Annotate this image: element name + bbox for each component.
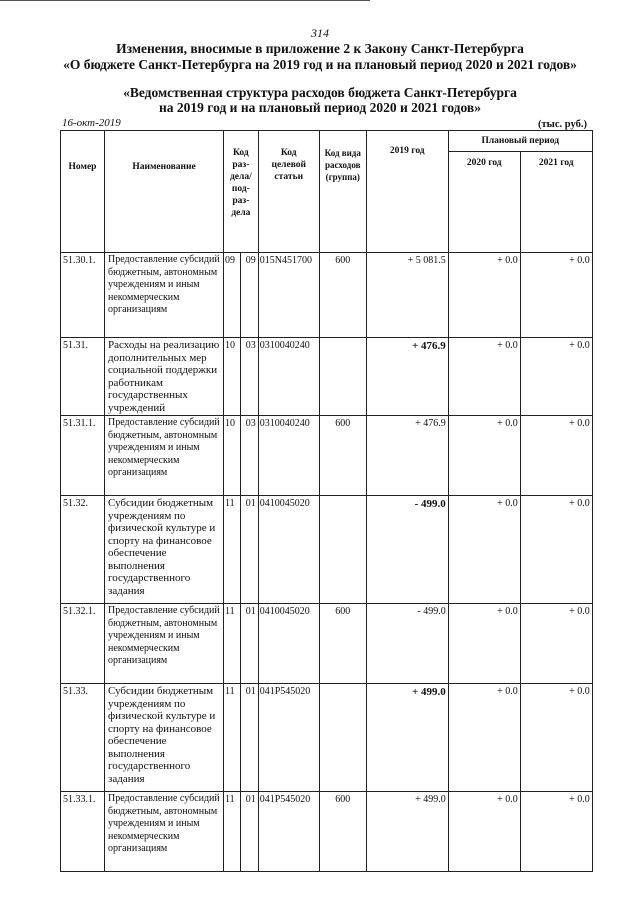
header-number: Номер	[61, 131, 105, 253]
row-amount-2019: - 499.0	[366, 496, 448, 604]
row-amount-2020: + 0.0	[448, 416, 520, 496]
header-2019: 2019 год	[366, 131, 448, 253]
row-csr: 0310040240	[258, 416, 319, 496]
table-row	[61, 792, 593, 872]
row-vr: 600	[319, 604, 366, 684]
header-name: Наименование	[105, 131, 224, 253]
budget-table	[60, 130, 593, 872]
row-amount-2020: + 0.0	[448, 253, 520, 338]
row-csr: 0410045020	[258, 604, 319, 684]
top-rule	[0, 0, 370, 1]
row-name: Субсидии бюджетным учреждениям по физической культуре и спорту на финансовое обеспечение выполнения государственного задания	[105, 496, 224, 604]
row-razdel: 11	[224, 684, 241, 792]
row-amount-2021: + 0.0	[520, 684, 592, 792]
row-amount-2019: + 476.9	[366, 338, 448, 416]
row-number: 51.33.	[61, 684, 105, 792]
row-csr: 041P545020	[258, 684, 319, 792]
document-subtitle-line2: на 2019 год и на плановый период 2020 и 2021 годов»	[159, 100, 481, 115]
row-amount-2020: + 0.0	[448, 338, 520, 416]
table-row	[61, 253, 593, 338]
row-number: 51.31.1.	[61, 416, 105, 496]
row-razdel: 11	[224, 496, 241, 604]
row-name: Предоставление субсидий бюджетным, автономным учреждениям и иным некоммерческим организациям	[105, 604, 224, 684]
row-vr: 600	[319, 253, 366, 338]
row-razdel: 10	[224, 416, 241, 496]
row-amount-2021: + 0.0	[520, 496, 592, 604]
page-number: 314	[311, 26, 329, 40]
document-title-line1: Изменения, вносимые в приложение 2 к Закону Санкт-Петербурга	[116, 41, 524, 56]
row-name: Предоставление субсидий бюджетным, автономным учреждениям и иным некоммерческим организациям	[105, 253, 224, 338]
row-csr: 0310040240	[258, 338, 319, 416]
row-name: Предоставление субсидий бюджетным, автономным учреждениям и иным некоммерческим организациям	[105, 792, 224, 872]
document-title-line2: «О бюджете Санкт-Петербурга на 2019 год и на плановый период 2020 и 2021 годов»	[63, 57, 577, 72]
row-podrazdel: 03	[241, 416, 258, 496]
row-amount-2019: + 499.0	[366, 684, 448, 792]
row-name: Расходы на реализацию дополнительных мер социальной поддержки работникам государственных учреждений	[105, 338, 224, 416]
row-amount-2019: - 499.0	[366, 604, 448, 684]
row-amount-2020: + 0.0	[448, 684, 520, 792]
row-podrazdel: 09	[241, 253, 258, 338]
row-podrazdel: 03	[241, 338, 258, 416]
row-csr: 041P545020	[258, 792, 319, 872]
header-2021: 2021 год	[520, 152, 592, 253]
units-label: (тыс. руб.)	[538, 119, 587, 130]
row-vr: 600	[319, 792, 366, 872]
row-amount-2021: + 0.0	[520, 338, 592, 416]
row-amount-2019: + 499.0	[366, 792, 448, 872]
document-subtitle-line1: «Ведомственная структура расходов бюджета Санкт-Петербурга	[123, 85, 517, 100]
row-csr: 015N451700	[258, 253, 319, 338]
row-razdel: 11	[224, 604, 241, 684]
row-amount-2020: + 0.0	[448, 792, 520, 872]
row-podrazdel: 01	[241, 604, 258, 684]
row-amount-2021: + 0.0	[520, 604, 592, 684]
header-csr: Код целевой статьи	[258, 131, 319, 253]
row-amount-2021: + 0.0	[520, 253, 592, 338]
table-row	[61, 604, 593, 684]
row-vr	[319, 684, 366, 792]
table-row	[61, 684, 593, 792]
row-name: Субсидии бюджетным учреждениям по физической культуре и спорту на финансовое обеспечение выполнения государственного задания	[105, 684, 224, 792]
row-amount-2019: + 5 081.5	[366, 253, 448, 338]
row-razdel: 11	[224, 792, 241, 872]
row-number: 51.32.	[61, 496, 105, 604]
row-podrazdel: 01	[241, 684, 258, 792]
row-name: Предоставление субсидий бюджетным, автономным учреждениям и иным некоммерческим организациям	[105, 416, 224, 496]
table-row	[61, 338, 593, 416]
row-podrazdel: 01	[241, 792, 258, 872]
row-podrazdel: 01	[241, 496, 258, 604]
row-vr: 600	[319, 416, 366, 496]
header-razdel: Код раз-дела/ под-раз-дела	[224, 131, 259, 253]
row-csr: 0410045020	[258, 496, 319, 604]
row-amount-2020: + 0.0	[448, 496, 520, 604]
row-vr	[319, 338, 366, 416]
row-number: 51.32.1.	[61, 604, 105, 684]
header-vr: Код вида расходов (группа)	[319, 131, 366, 253]
row-amount-2021: + 0.0	[520, 792, 592, 872]
row-vr	[319, 496, 366, 604]
table-row	[61, 416, 593, 496]
header-planned-period: Плановый период	[448, 131, 592, 152]
row-amount-2020: + 0.0	[448, 604, 520, 684]
document-date: 16-окт-2019	[62, 117, 121, 129]
header-2020: 2020 год	[448, 152, 520, 253]
row-number: 51.31.	[61, 338, 105, 416]
table-row	[61, 496, 593, 604]
row-amount-2021: + 0.0	[520, 416, 592, 496]
row-number: 51.30.1.	[61, 253, 105, 338]
row-razdel: 10	[224, 338, 241, 416]
row-amount-2019: + 476.9	[366, 416, 448, 496]
row-razdel: 09	[224, 253, 241, 338]
row-number: 51.33.1.	[61, 792, 105, 872]
